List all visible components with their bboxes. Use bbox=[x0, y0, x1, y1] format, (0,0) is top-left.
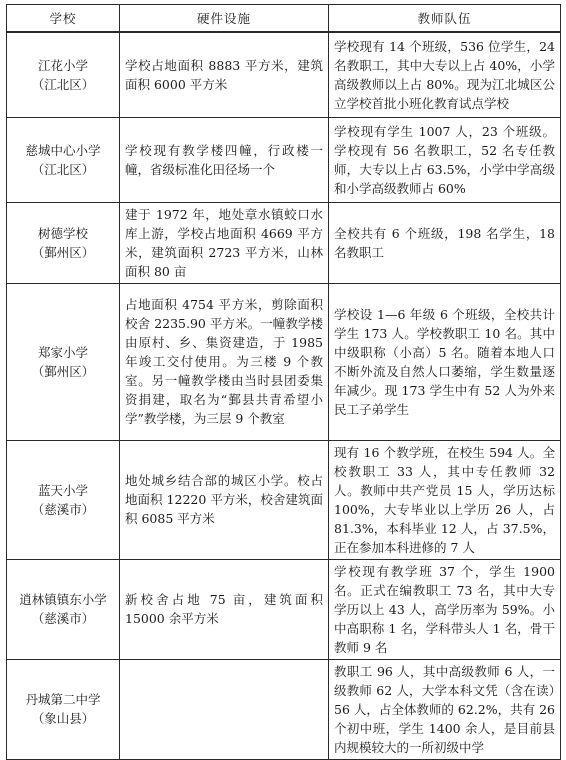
table-row bbox=[7, 440, 561, 559]
header-facilities: 硬件设施 bbox=[120, 5, 329, 33]
teachers-cell: 学校设 1—6 年级 6 个班级，全校共计学生 173 人。学校教职工 10 名。其中中级职称（小高）5 名。随着本地人口不断外流及自然人口萎缩，学生数量逐年减少。现 173 学生中有 52 人为外来民工子弟学生 bbox=[329, 283, 561, 440]
teachers-cell: 教职工 96 人，其中高级教师 6 人，一级教师 62 人，大学本科文凭（含在读）56 人，占全体教师的 62.2%，共有 26 个初中班，学生 1400 余人，是目前县内规模较大的一所初级中学 bbox=[329, 659, 561, 759]
school-name: 郑家小学 bbox=[37, 344, 88, 360]
header-teachers: 教师队伍 bbox=[329, 5, 561, 33]
teachers-cell: 学校现有学生 1007 人，23 个班级。学校现有 56 名教职工，52 名专任教师，大专以上占 63.5%，小学中学高级和小学高级教师占 60% bbox=[329, 117, 561, 202]
teachers-cell: 学校现有教学班 37 个，学生 1900 名。正式在编教职工 73 名，其中大专学历以上 43 人，高学历率为 59%。小中高职称 1 名，学科带头人 1 名，骨干教师 9 名 bbox=[329, 559, 561, 659]
facilities-cell: 学校占地面积 8883 平方米，建筑面积 6000 平方米 bbox=[120, 32, 329, 117]
header-school: 学校 bbox=[7, 5, 120, 33]
school-cell bbox=[7, 32, 120, 117]
teachers-cell: 现有 16 个教学班，在校生 594 人。全校教职工 33 人，其中专任教师 32 人。教师中共产党员 15 人，学历达标 100%，大专毕业以上学历 26 人，占 81.3%，本科毕业 12 人，占 37.5%，正在参加本科进修的 7 人 bbox=[329, 440, 561, 559]
school-name: 丹城第二中学 bbox=[25, 692, 101, 707]
facilities-cell bbox=[120, 659, 329, 759]
table-row bbox=[7, 559, 561, 659]
facilities-cell: 占地面积 4754 平方米，剪除面积校舍 2235.90 平方米。一幢教学楼由原村、乡、集资建造，于 1985 年竣工交付使用。为三楼 9 个教室。另一幢教学楼由当时县团委集资捐建，取名为“鄞县共青希望小学”教学楼，为三层 9 个教室 bbox=[120, 283, 329, 440]
facilities-cell: 地处城乡结合部的城区小学。校占地面积 12220 平方米，校舍建筑面积 6085 平方米 bbox=[120, 440, 329, 559]
school-name: 江花小学 bbox=[37, 57, 88, 73]
school-name: 慈城中心小学 bbox=[25, 142, 101, 158]
school-name: 树德学校 bbox=[37, 225, 88, 241]
school-cell bbox=[7, 559, 120, 659]
header-row bbox=[7, 5, 561, 33]
facilities-cell: 学校现有教学楼四幢，行政楼一幢，省级标准化田径场一个 bbox=[120, 117, 329, 202]
facilities-cell: 新校舍占地 75 亩，建筑面积 15000 余平方米 bbox=[120, 559, 329, 659]
table-row bbox=[7, 659, 561, 759]
teachers-cell: 全校共有 6 个班级，198 名学生，18 名教职工 bbox=[329, 202, 561, 283]
school-name: 逍林镇镇东小学 bbox=[19, 592, 107, 607]
school-cell bbox=[7, 283, 120, 440]
school-name: 蓝天小学 bbox=[37, 482, 88, 498]
school-district: （慈溪市） bbox=[31, 611, 95, 626]
school-cell bbox=[7, 117, 120, 202]
table-row bbox=[7, 32, 561, 117]
school-district: （江北区） bbox=[31, 161, 95, 177]
table-row bbox=[7, 117, 561, 202]
school-district: （慈溪市） bbox=[31, 501, 95, 517]
school-district: （鄞州区） bbox=[31, 244, 95, 260]
school-district: （象山县） bbox=[31, 711, 95, 726]
table-row bbox=[7, 202, 561, 283]
table-row bbox=[7, 283, 561, 440]
school-cell bbox=[7, 659, 120, 759]
school-cell bbox=[7, 440, 120, 559]
school-cell bbox=[7, 202, 120, 283]
school-district: （江北区） bbox=[31, 76, 95, 92]
facilities-cell: 建于 1972 年，地处章水镇蛟口水库上游，学校占地面积 4669 平方米，建筑面积 2723 平方米，山林面积 80 亩 bbox=[120, 202, 329, 283]
school-district: （鄞州区） bbox=[31, 363, 95, 379]
teachers-cell: 学校现有 14 个班级，536 位学生，24 名教职工，其中大专以上占 40%，小学高级教师以上占 80%。现为江北城区公立学校首批小班化教育试点学校 bbox=[329, 32, 561, 117]
school-comparison-table bbox=[6, 4, 561, 760]
